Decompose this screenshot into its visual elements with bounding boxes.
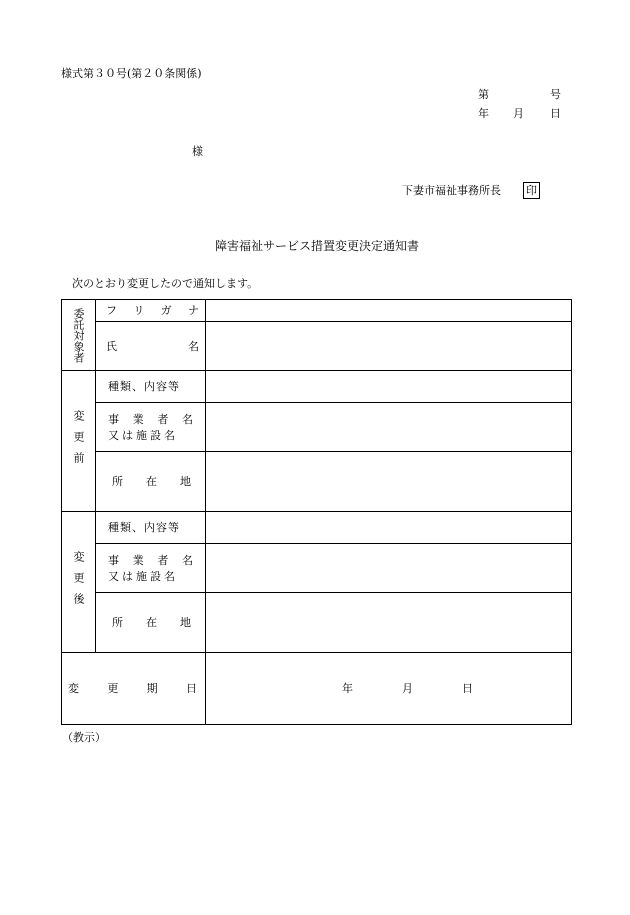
change-date-label-cell [62,653,206,725]
seal-stamp: 印 [523,182,540,199]
before-label: 変更前 [72,409,85,473]
provider-char: 事 [108,412,119,426]
kind-label: 種類、内容等 [96,371,206,403]
location-char: 所 [112,475,123,488]
change-date-field[interactable] [206,653,572,725]
form-number: 様式第３０号(第２０条関係) [61,67,202,80]
recipient-sama: 様 [192,145,203,158]
name-label-cell [96,322,206,371]
name-field[interactable] [206,322,572,371]
change-date-nen: 年 [342,681,353,695]
location-char: 在 [146,475,157,488]
issuer-name: 下妻市福祉事務所長 [402,184,501,197]
provider-char: 名 [181,553,193,567]
kind-label: 種類、内容等 [96,512,206,544]
date-hi: 日 [550,107,561,120]
change-date-char: 更 [107,682,119,695]
provider-label-cell [96,544,206,593]
furigana-label-cell [96,300,206,322]
provider-label-cell [96,403,206,452]
change-date-char: 日 [185,682,197,695]
after-location-field[interactable] [206,593,572,653]
furigana-char: ナ [187,304,199,317]
date-nen: 年 [478,107,489,120]
subject-label: 委託対象者 [72,307,85,363]
location-char: 地 [180,475,191,488]
provider-line2: 又は施設名 [108,428,178,442]
before-kind-field[interactable] [206,371,572,403]
after-label: 変更後 [72,550,85,614]
provider-char: 者 [157,412,169,426]
location-char: 地 [180,616,191,629]
before-label-cell [62,371,96,512]
change-date-char: 変 [68,682,79,695]
provider-char: 業 [132,412,144,426]
location-label-cell [96,452,206,512]
change-date-hi: 日 [462,681,473,695]
furigana-char: ガ [160,304,172,317]
name-label-char: 氏 [106,339,117,353]
name-label-char: 名 [188,339,199,353]
furigana-char: フ [106,304,117,317]
after-provider-field[interactable] [206,544,572,593]
location-label-cell [96,593,206,653]
change-date-char: 期 [146,682,158,695]
provider-line2: 又は施設名 [108,569,178,583]
number-dai: 第 [478,88,489,101]
provider-char: 名 [181,412,193,426]
after-kind-field[interactable] [206,512,572,544]
provider-char: 者 [157,553,169,567]
intro-text: 次のとおり変更したので通知します。 [72,277,259,290]
subject-label-cell [62,300,96,371]
location-char: 在 [146,616,157,629]
number-go: 号 [550,88,561,101]
location-char: 所 [112,616,123,629]
document-title: 障害福祉サービス措置変更決定通知書 [215,239,420,253]
change-date-tsuki: 月 [402,681,413,695]
instruction-note: （教示） [62,731,106,744]
provider-char: 事 [108,553,119,567]
form-table [61,299,572,725]
furigana-char: リ [133,304,145,317]
provider-char: 業 [132,553,144,567]
furigana-field[interactable] [206,300,572,322]
after-label-cell [62,512,96,653]
date-tsuki: 月 [513,107,524,120]
before-location-field[interactable] [206,452,572,512]
before-provider-field[interactable] [206,403,572,452]
issuer-block [402,182,540,199]
